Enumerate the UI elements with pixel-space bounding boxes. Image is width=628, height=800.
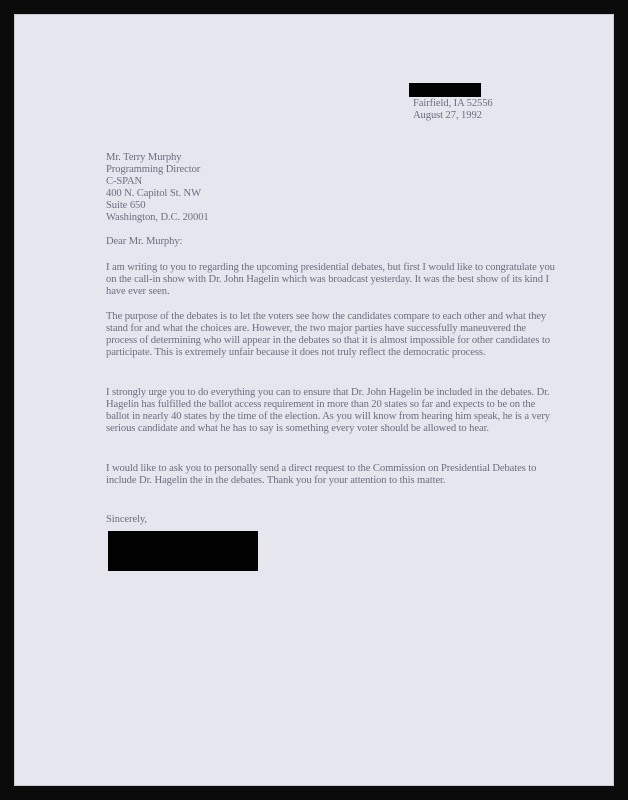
- redacted-sender-name: [409, 83, 481, 97]
- recipient-street: 400 N. Capitol St. NW: [106, 188, 202, 199]
- body-paragraph: I am writing to you to regarding the upcoming presidential debates, but first I would like to congratulate you on the call-in show with Dr. John Hagelin which was broadcast yesterday. It was the best show of its kind I have ever seen.: [106, 262, 555, 297]
- recipient-suite: Suite 650: [106, 200, 146, 211]
- recipient-address-block: [106, 152, 209, 224]
- body-paragraph: I strongly urge you to do everything you can to ensure that Dr. John Hagelin be included in the debates. Dr. Hagelin has fulfilled the ballot access requirement in more than 20 states so far and expects to be on the ballot in nearly 40 states by the time of the election. As you will know from hearing him speak, he is a very serious candidate and what he has to say is something every voter should be allowed to hear.: [106, 387, 550, 434]
- sender-address-block: [413, 98, 493, 122]
- redacted-signature: [108, 531, 258, 571]
- letter-page: [14, 14, 614, 786]
- body-paragraph: I would like to ask you to personally send a direct request to the Commission on Presidential Debates to include Dr. Hagelin the in the debates. Thank you for your attention to this matter.: [106, 463, 537, 486]
- closing: Sincerely,: [106, 514, 147, 525]
- recipient-organization: C-SPAN: [106, 176, 143, 187]
- recipient-name: Mr. Terry Murphy: [106, 152, 182, 163]
- recipient-title: Programming Director: [106, 164, 201, 175]
- recipient-city: Washington, D.C. 20001: [106, 212, 209, 223]
- body-paragraph: The purpose of the debates is to let the voters see how the candidates compare to each other and what they stand for and what the choices are. However, the two major parties have successfully maneuvered the process of determining who will appear in the debates so that it is almost impossible for other candidates to participate. This is extremely unfair because it does not truly reflect the democratic process.: [106, 311, 550, 358]
- sender-city-state-zip: Fairfield, IA 52556: [413, 98, 493, 109]
- letter-date: August 27, 1992: [413, 110, 482, 121]
- salutation: Dear Mr. Murphy:: [106, 236, 183, 247]
